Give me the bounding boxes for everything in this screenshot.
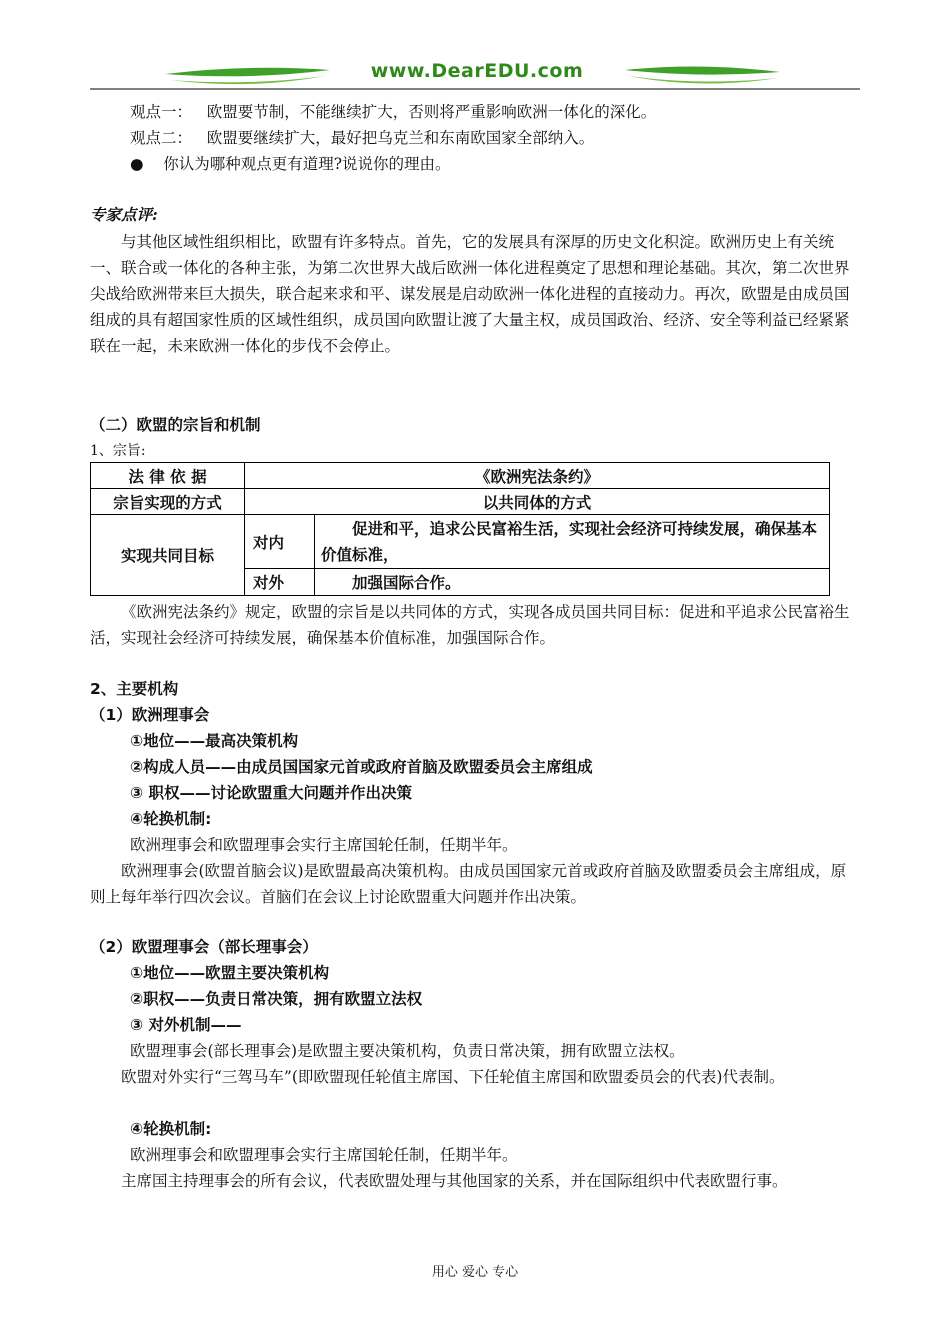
viewpoint-1-label: 观点一： xyxy=(130,103,193,121)
page-header xyxy=(0,56,950,96)
ec-description: 欧洲理事会(欧盟首脑会议)是欧盟最高决策机构。由成员国国家元首或政府首脑及欧盟委员会主席组成，原则上每年举行四次会议。首脑们在会议上讨论欧盟重大问题并作出决策。 xyxy=(90,862,847,906)
ec-powers: ③ 职权——讨论欧盟重大问题并作出决策 xyxy=(130,784,413,802)
european-council-title: （1）欧洲理事会 xyxy=(90,706,210,724)
cou-powers: ②职权——负责日常决策，拥有欧盟立法权 xyxy=(130,990,423,1008)
viewpoint-1-text: 欧盟要节制，不能继续扩大，否则将严重影响欧洲一体化的深化。 xyxy=(206,103,657,121)
cou-rotation: ④轮换机制: xyxy=(130,1120,212,1138)
viewpoint-2-text: 欧盟要继续扩大，最好把乌克兰和东南欧国家全部纳入。 xyxy=(206,129,595,147)
table-row xyxy=(91,515,830,569)
purpose-table xyxy=(90,462,830,596)
viewpoint-2-label: 观点二： xyxy=(130,129,193,147)
external-label: 对外 xyxy=(245,569,315,596)
cou-presidency: 主席国主持理事会的所有会议，代表欧盟处理与其他国家的关系，并在国际组织中代表欧盟行事。 xyxy=(121,1172,788,1190)
ec-members: ②构成人员——由成员国国家元首或政府首脑及欧盟委员会主席组成 xyxy=(130,758,593,776)
ec-position: ①地位——最高决策机构 xyxy=(130,732,299,750)
bullet-icon: ● xyxy=(130,155,144,173)
legal-basis-label: 法 律 依 据 xyxy=(91,463,245,489)
expert-title: 专家点评: xyxy=(90,205,158,224)
council-eu-title: （2）欧盟理事会（部长理事会） xyxy=(90,938,318,956)
internal-label: 对内 xyxy=(245,515,315,569)
method-value: 以共同体的方式 xyxy=(245,489,830,515)
cou-rotation-text: 欧洲理事会和欧盟理事会实行主席国轮任制，任期半年。 xyxy=(130,1146,518,1164)
viewpoint-1 xyxy=(130,101,900,123)
table-row xyxy=(91,489,830,515)
question-text: 你认为哪种观点更有道理?说说你的理由。 xyxy=(163,155,451,173)
method-label: 宗旨实现的方式 xyxy=(91,489,245,515)
table-row xyxy=(91,463,830,489)
section-title-purpose: （二）欧盟的宗旨和机制 xyxy=(90,416,261,434)
subsection-purpose: 1、宗旨: xyxy=(90,443,146,459)
site-logo: www.DearEDU.com xyxy=(370,60,584,82)
purpose-summary: 《欧洲宪法条约》规定，欧盟的宗旨是以共同体的方式，实现各成员国共同目标：促进和平追求公民富裕生活，实现社会经济可持续发展，确保基本价值标准，加强国际合作。 xyxy=(90,603,850,647)
internal-value: 促进和平，追求公民富裕生活，实现社会经济可持续发展，确保基本价值标准， xyxy=(315,515,830,569)
discussion-question xyxy=(130,153,900,175)
cou-description: 欧盟理事会(部长理事会)是欧盟主要决策机构，负责日常决策，拥有欧盟立法权。 xyxy=(130,1042,685,1060)
cou-external: ③ 对外机制—— xyxy=(130,1016,242,1034)
cou-position: ①地位——欧盟主要决策机构 xyxy=(130,964,330,982)
external-value: 加强国际合作。 xyxy=(315,569,830,596)
viewpoint-2 xyxy=(130,127,900,149)
goal-label: 实现共同目标 xyxy=(91,515,245,596)
ec-rotation: ④轮换机制: xyxy=(130,810,212,828)
cou-troika: 欧盟对外实行“三驾马车”(即欧盟现任轮值主席国、下任轮值主席国和欧盟委员会的代表)代表制。 xyxy=(121,1068,785,1086)
institutions-title: 2、主要机构 xyxy=(90,680,179,698)
page-footer: 用心 爱心 专心 xyxy=(431,1265,519,1280)
expert-body: 与其他区域性组织相比，欧盟有许多特点。首先，它的发展具有深厚的历史文化积淀。欧洲历史上有关统一、联合或一体化的各种主张，为第二次世界大战后欧洲一体化进程奠定了思想和理论基础。其次，第二次世界尖战给欧洲带来巨大损失，联合起来求和平、谋发展是启动欧洲一体化进程的直接动力。再次，欧盟是由成员国组成的具有超国家性质的区域性组织，成员国向欧盟让渡了大量主权，成员国政治、经济、安全等利益已经紧紧联在一起，未来欧洲一体化的步伐不会停止。 xyxy=(90,233,850,355)
legal-basis-value: 《欧洲宪法条约》 xyxy=(245,463,830,489)
ec-rotation-text: 欧洲理事会和欧盟理事会实行主席国轮任制，任期半年。 xyxy=(130,836,518,854)
